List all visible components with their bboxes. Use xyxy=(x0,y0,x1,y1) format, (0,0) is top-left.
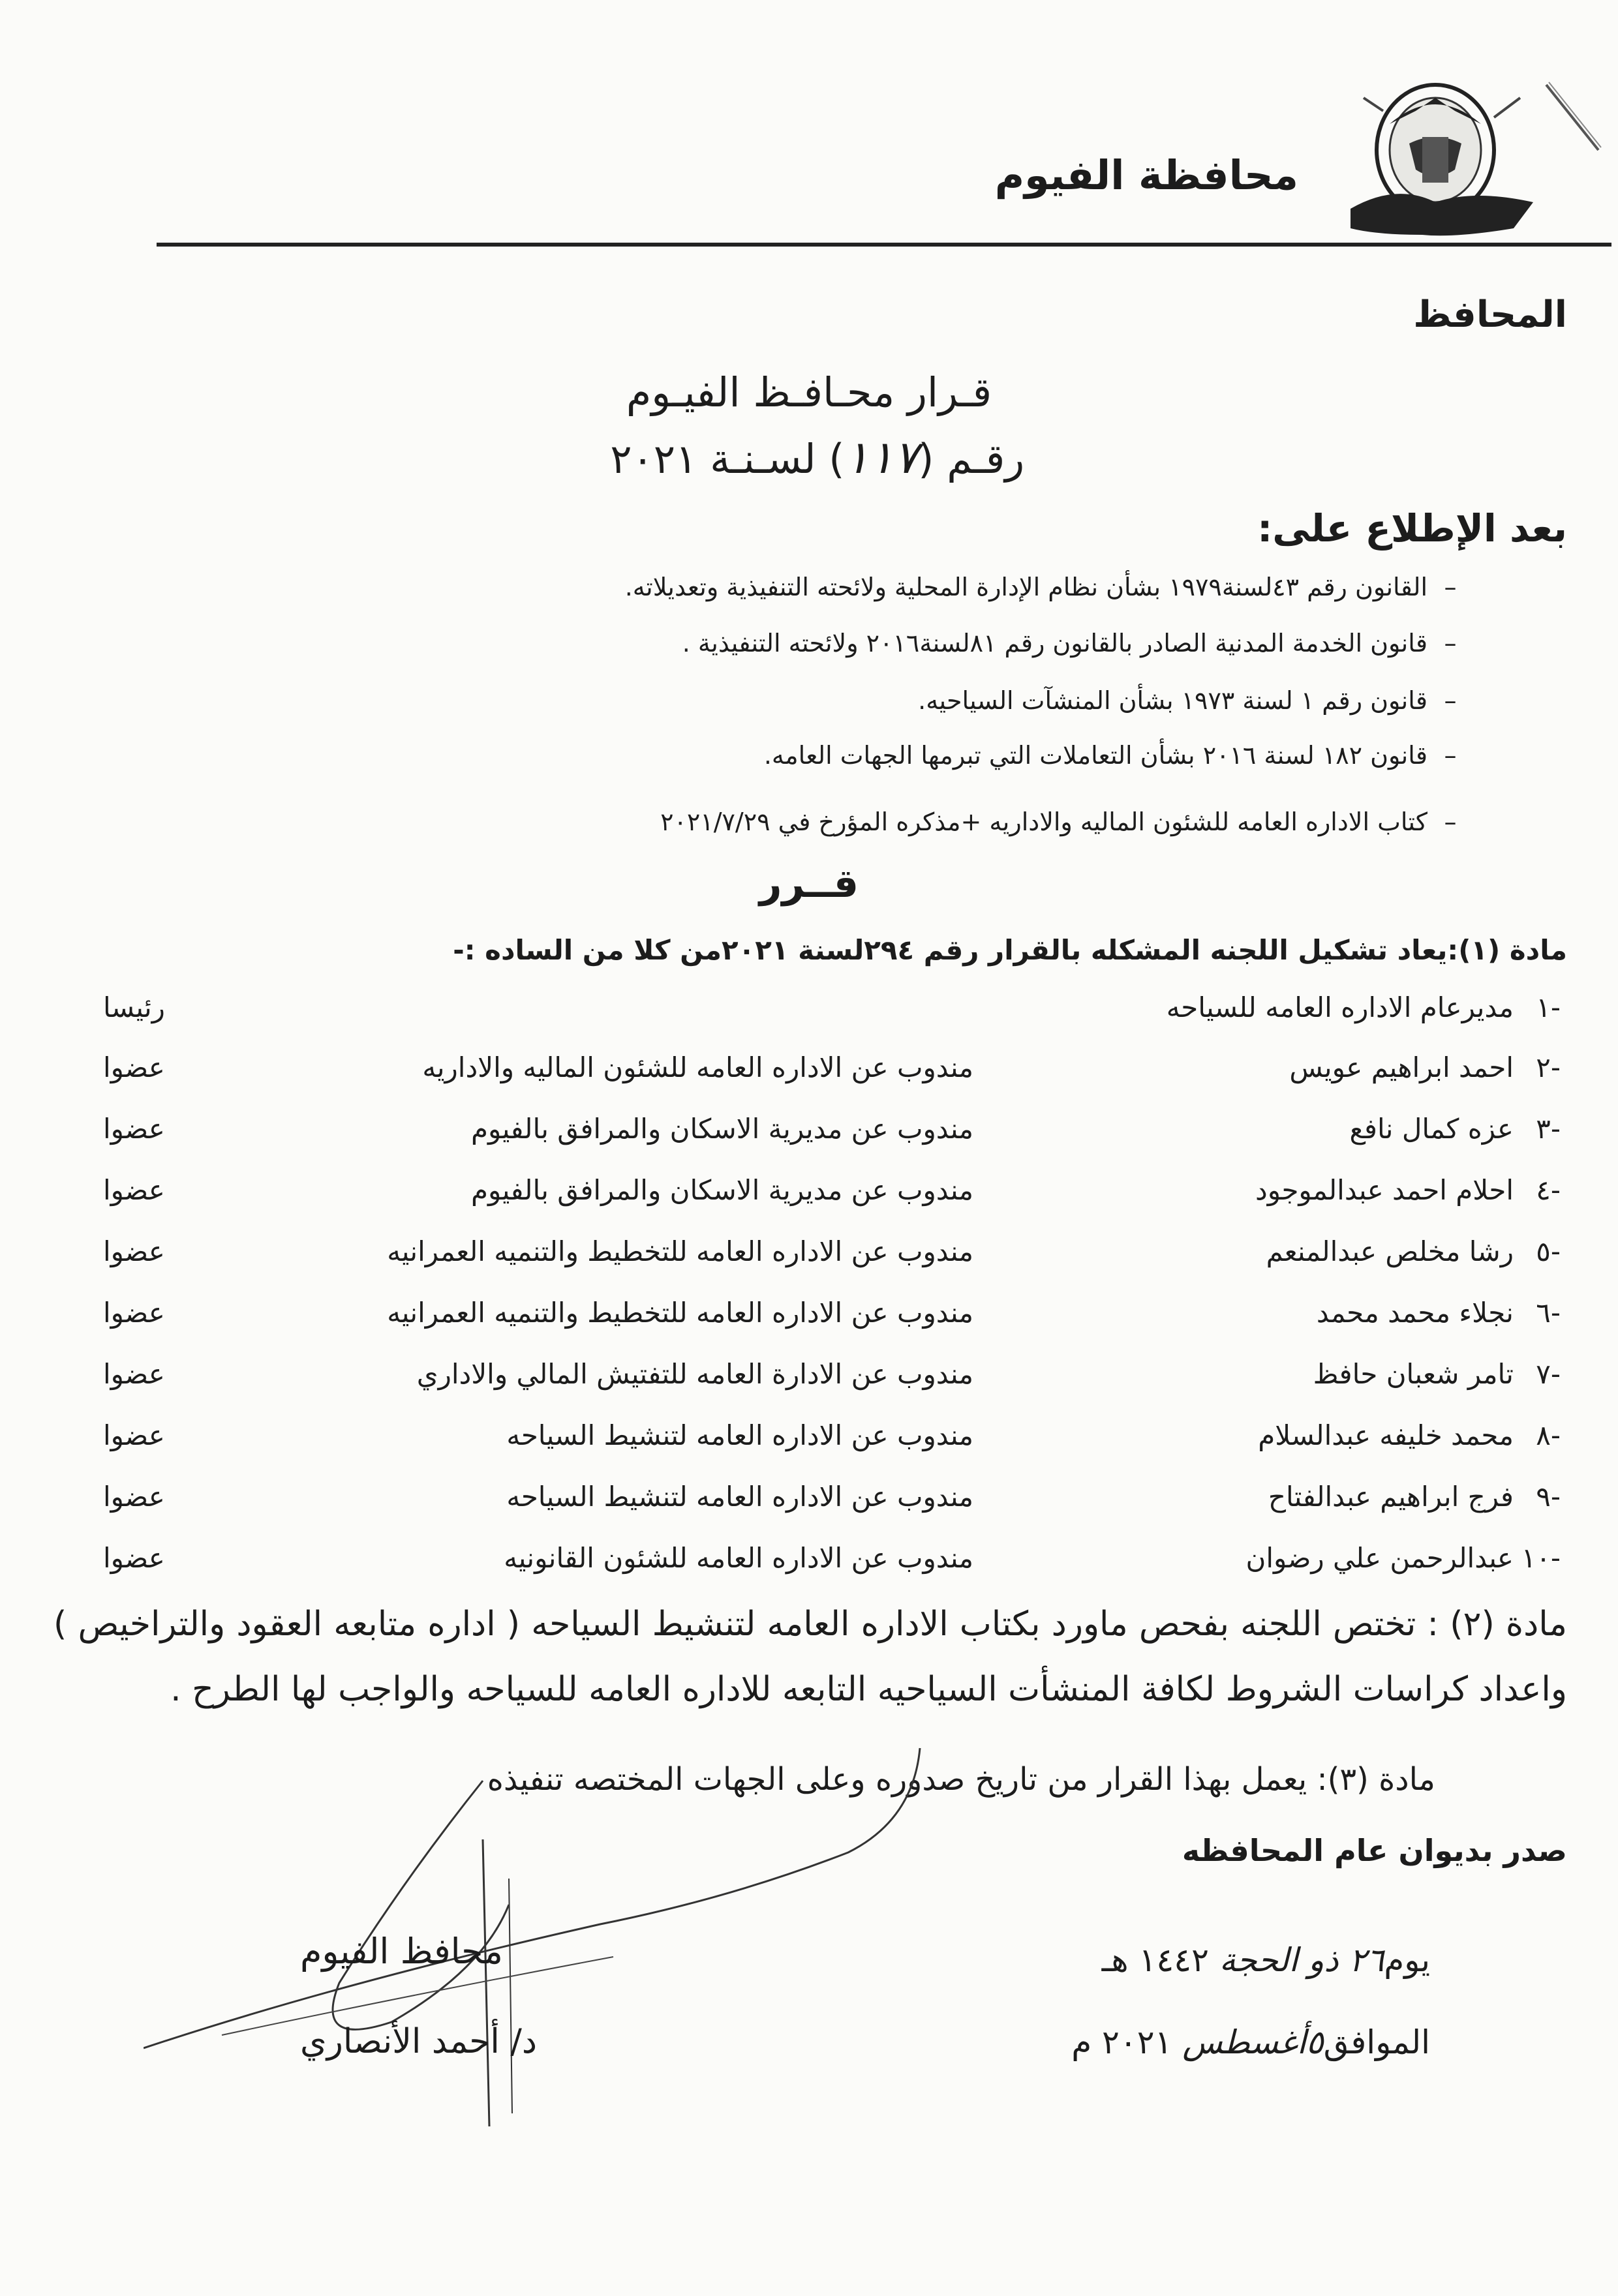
hijri-date xyxy=(1102,1941,1430,1979)
reference-item: –قانون ١٨٢ لسنة ٢٠١٦ بشأن التعاملات التي تبرمها الجهات العامه. xyxy=(763,741,1457,770)
member-role: مندوب عن الاداره العامه لتنشيط السياحه xyxy=(506,1419,973,1451)
member-number: -١ xyxy=(1536,991,1561,1023)
greg-month: أغسطس xyxy=(1182,2023,1306,2061)
reference-text: كتاب الاداره العامه للشئون الماليه والاداريه +مذكره المؤرخ في ٢٠٢١/٧/٢٩ xyxy=(660,808,1427,836)
greg-year: ٢٠٢١ م xyxy=(1071,2023,1172,2061)
article-1: مادة (١):يعاد تشكيل اللجنه المشكله بالقرار رقم ٢٩٤لسنة ٢٠٢١من كلا من الساده :- xyxy=(453,934,1567,966)
member-name: مديرعام الاداره العامه للسياحه xyxy=(1166,991,1514,1023)
member-role: مندوب عن الادارة العامه للتفتيش المالي والاداري xyxy=(416,1358,973,1390)
member-name: عبدالرحمن علي رضوان xyxy=(1245,1542,1514,1574)
member-name: رشا مخلص عبدالمنعم xyxy=(1266,1235,1514,1267)
member-number: -٦ xyxy=(1536,1297,1561,1329)
decision-heading: قـرار محـافـظ الفيـوم xyxy=(626,369,992,416)
greg-day: ٥ xyxy=(1305,2023,1324,2061)
member-name: احمد ابراهيم عويس xyxy=(1289,1051,1514,1083)
member-status: رئيسا xyxy=(103,991,165,1023)
article-2: مادة (٢) : تختص اللجنه بفحص ماورد بكتاب الاداره العامه لتنشيط السياحه ( اداره متابعه العقود والتراخيص ) واعداد كراسات الشروط لكافة المنشأت السياحيه التابعه للاداره العامه للسياحه والواجب لها الطرح . xyxy=(53,1605,1568,1709)
signature-name: د/ أحمد الأنصاري xyxy=(300,2022,538,2061)
member-role: مندوب عن الاداره العامه للتخطيط والتنميه العمرانيه xyxy=(387,1297,973,1329)
member-name: محمد خليفه عبدالسلام xyxy=(1258,1419,1514,1451)
gregorian-date xyxy=(1071,2023,1430,2061)
governor-label: المحافظ xyxy=(1413,294,1567,336)
member-name: تامر شعبان حافظ xyxy=(1313,1358,1514,1390)
issued-at: صدر بديوان عام المحافظه xyxy=(1182,1833,1567,1868)
member-number: -٤ xyxy=(1536,1174,1561,1206)
reference-text: القانون رقم ٤٣لسنة١٩٧٩ بشأن نظام الإدارة المحلية ولائحته التنفيذية وتعديلاته. xyxy=(624,573,1427,601)
member-status: عضوا xyxy=(103,1419,165,1451)
decision-number-suffix: ) لسـنـة ٢٠٢١ xyxy=(610,435,845,483)
member-number: -٩ xyxy=(1536,1481,1561,1513)
member-number: -٨ xyxy=(1536,1419,1561,1451)
member-status: عضوا xyxy=(103,1235,165,1267)
header-divider xyxy=(157,243,1611,247)
after-review-heading: بعد الإطلاع على: xyxy=(1257,506,1567,551)
hijri-day: ٢٦ xyxy=(1349,1941,1384,1979)
decision-number xyxy=(610,430,1024,484)
reference-text: قانون ١٨٢ لسنة ٢٠١٦ بشأن التعاملات التي تبرمها الجهات العامه. xyxy=(763,741,1427,770)
reference-text: قانون رقم ١ لسنة ١٩٧٣ بشأن المنشآت السياحيه. xyxy=(918,686,1427,715)
reference-text: قانون الخدمة المدنية الصادر بالقانون رقم ٨١لسنة٢٠١٦ ولائحته التنفيذية . xyxy=(682,629,1427,657)
article-3: مادة (٣): يعمل بهذا القرار من تاريخ صدوره وعلى الجهات المختصه تنفيذه xyxy=(487,1761,1435,1798)
greg-prefix: الموافق xyxy=(1323,2023,1430,2061)
member-status: عضوا xyxy=(103,1542,165,1574)
member-number: -٢ xyxy=(1536,1051,1561,1083)
member-role: مندوب عن الاداره العامه للشئون القانونيه xyxy=(504,1542,973,1574)
member-role: مندوب عن الاداره العامه للتخطيط والتنميه العمرانيه xyxy=(387,1235,973,1267)
decision-number-handwritten: ١١٧ xyxy=(844,430,919,484)
reference-item: –كتاب الاداره العامه للشئون الماليه والاداريه +مذكره المؤرخ في ٢٠٢١/٧/٢٩ xyxy=(660,808,1457,836)
member-role: مندوب عن الاداره العامه للشئون الماليه والاداريه xyxy=(422,1051,973,1083)
decision-number-prefix: رقـم ( xyxy=(918,435,1025,483)
member-role: مندوب عن مديرية الاسكان والمرافق بالفيوم xyxy=(471,1174,973,1206)
member-status: عضوا xyxy=(103,1481,165,1513)
member-number: -٧ xyxy=(1536,1358,1561,1390)
hijri-month: ذو الحجة xyxy=(1219,1941,1339,1979)
member-status: عضوا xyxy=(103,1113,165,1145)
fayoum-emblem-logo xyxy=(1324,72,1540,248)
reference-item: –قانون الخدمة المدنية الصادر بالقانون رقم ٨١لسنة٢٠١٦ ولائحته التنفيذية . xyxy=(682,629,1457,657)
member-name: عزه كمال نافع xyxy=(1349,1113,1514,1145)
member-name: نجلاء محمد محمد xyxy=(1316,1297,1514,1329)
member-number: -٣ xyxy=(1536,1113,1561,1145)
member-number: -٥ xyxy=(1536,1235,1561,1267)
member-status: عضوا xyxy=(103,1174,165,1206)
member-status: عضوا xyxy=(103,1358,165,1390)
member-number: -١٠ xyxy=(1521,1542,1561,1574)
member-name: احلام احمد عبدالموجود xyxy=(1255,1174,1514,1206)
member-name: فرج ابراهيم عبدالفتاح xyxy=(1268,1481,1514,1513)
signature-title: محافظ الفيوم xyxy=(300,1931,503,1972)
decided-heading: قــرر xyxy=(759,861,859,907)
reference-item: –القانون رقم ٤٣لسنة١٩٧٩ بشأن نظام الإدارة المحلية ولائحته التنفيذية وتعديلاته. xyxy=(624,573,1457,601)
pen-mark-icon xyxy=(1540,78,1605,157)
member-status: عضوا xyxy=(103,1051,165,1083)
handwritten-signature xyxy=(144,1709,1253,2296)
governorate-title: محافظة الفيوم xyxy=(994,151,1298,199)
reference-item: –قانون رقم ١ لسنة ١٩٧٣ بشأن المنشآت السياحيه. xyxy=(918,686,1457,715)
member-role: مندوب عن الاداره العامه لتنشيط السياحه xyxy=(506,1481,973,1513)
hijri-year: ١٤٤٢ هـ xyxy=(1101,1941,1209,1979)
member-status: عضوا xyxy=(103,1297,165,1329)
hijri-prefix: يوم xyxy=(1384,1941,1430,1979)
member-role: مندوب عن مديرية الاسكان والمرافق بالفيوم xyxy=(471,1113,973,1145)
